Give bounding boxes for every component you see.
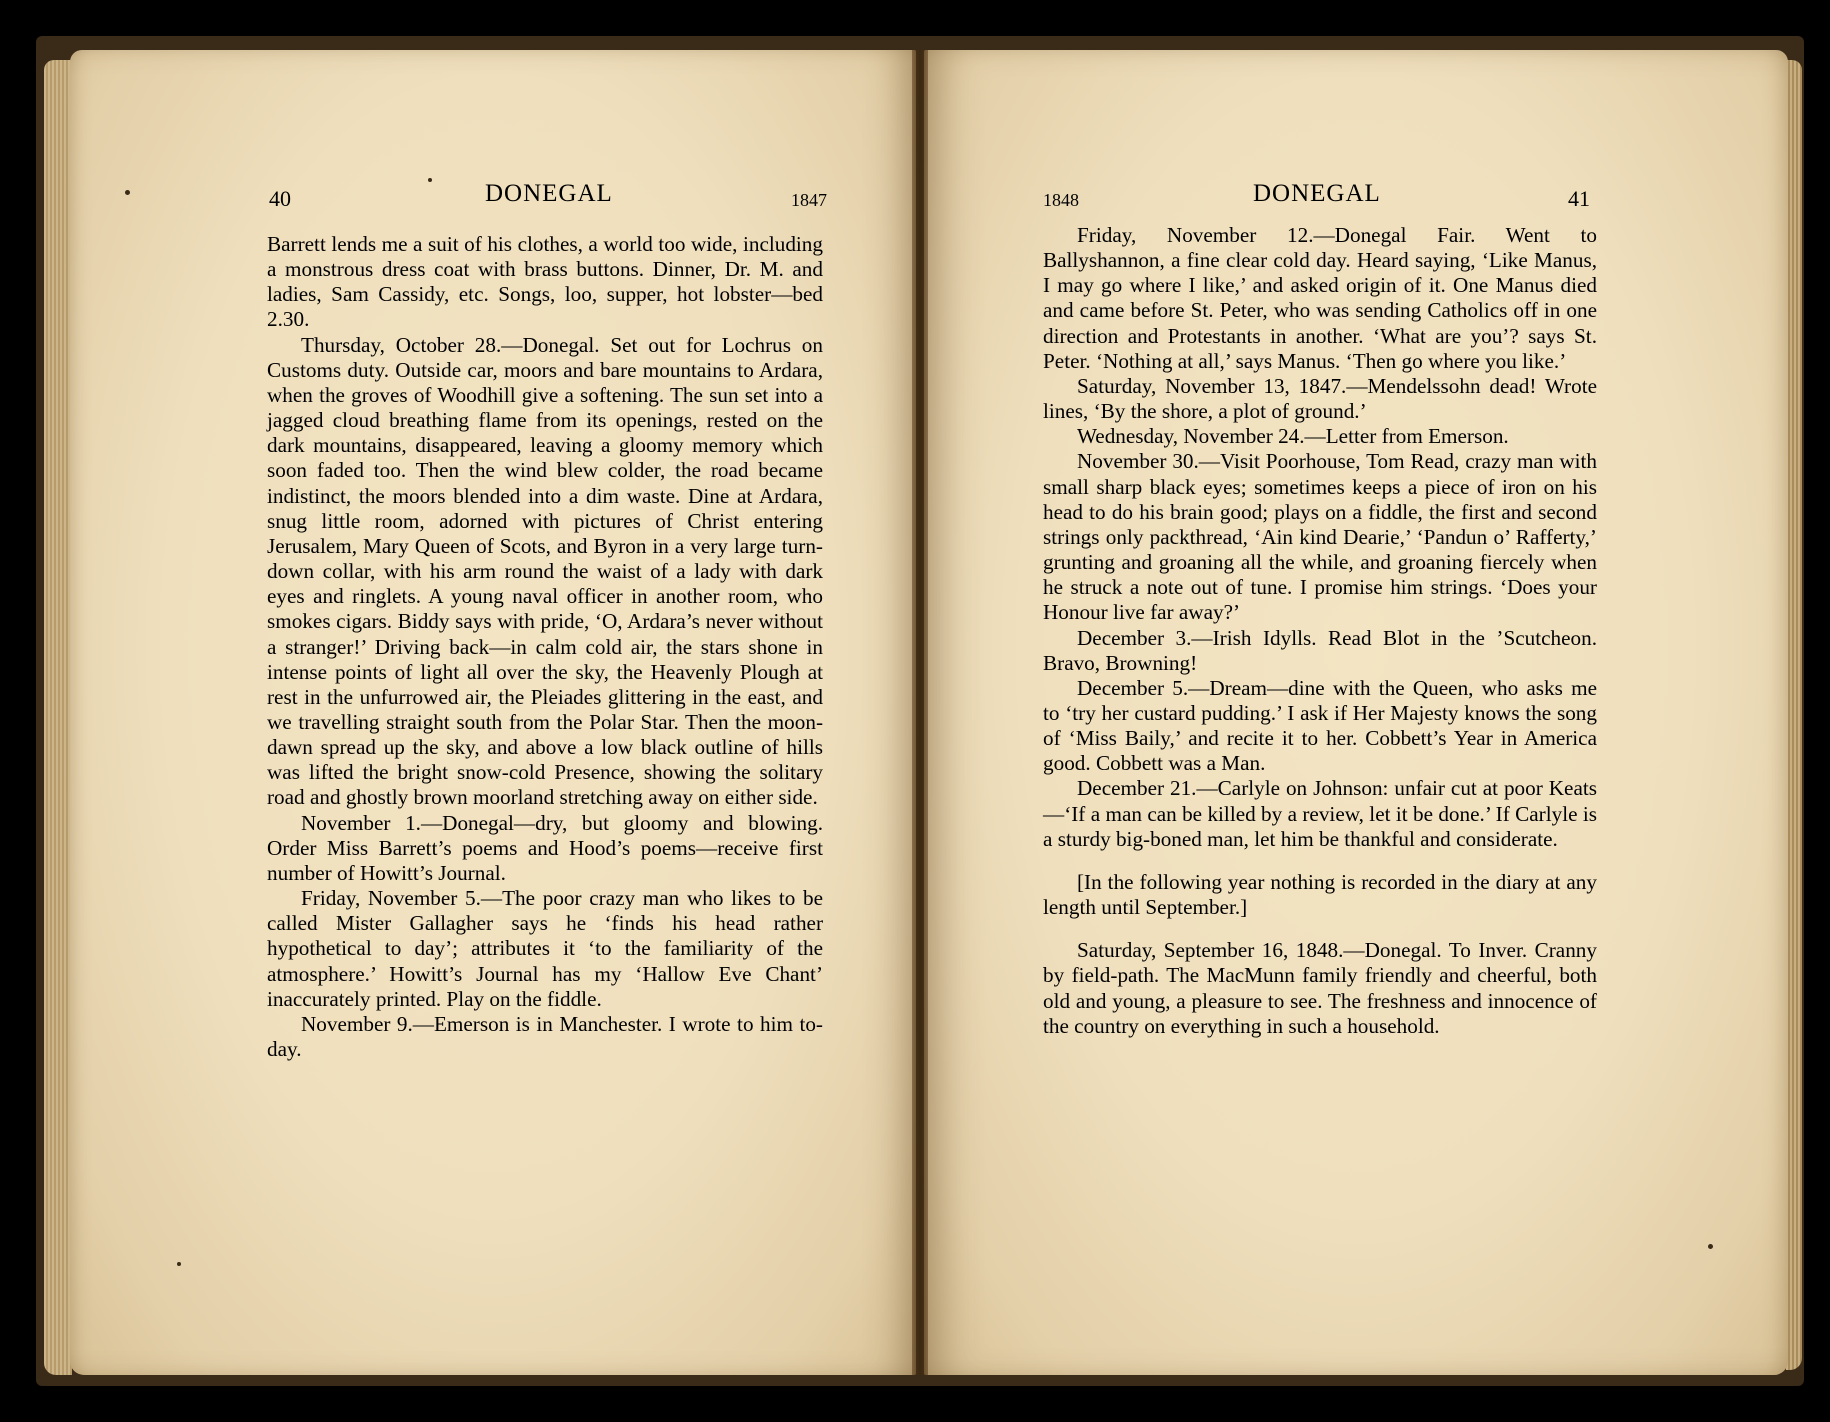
right-page-number: 41 — [1568, 186, 1590, 211]
paragraph: November 1.—Donegal—dry, but gloomy and blowing. Order Miss Barrett’s poems and Hood’s poems—receive first number of Howitt’s Journal. — [267, 810, 823, 885]
paragraph: December 3.—Irish Idylls. Read Blot in the ’Scutcheon. Bravo, Browning! — [1043, 625, 1597, 675]
page-edges-left — [44, 60, 72, 1375]
paragraph: Thursday, October 28.—Donegal. Set out for Lochrus on Customs duty. Outside car, moors and bare mountains to Ardara, when the groves of Woodhill give a softening. The sun set into a jagged cloud breathing flame from its openings, rested on the dark mountains, disappeared, leaving a gloomy memory which soon faded too. Then the wind blew colder, the road became indistinct, the moors blended into a dim waste. Dine at Ardara, snug little room, adorned with pictures of Christ entering Jerusalem, Mary Queen of Scots, and Byron in a very large turn-down collar, with his arm round the waist of a lady with dark eyes and ringlets. A young naval officer in another room, who smokes cigars. Biddy says with pride, ‘O, Ardara’s never without a stranger!’ Driving back—in calm cold air, the stars shone in intense points of light all over the sky, the Heavenly Plough at rest in the unfurrowed air, the Pleiades glittering in the east, and we travelling straight south from the Polar Star. Then the moon-dawn spread up the sky, and above a low black outline of hills was lifted the bright snow-cold Presence, showing the solitary road and ghostly brown moorland stretching away on either side. — [267, 332, 823, 810]
paragraph: December 5.—Dream—dine with the Queen, who asks me to ‘try her custard pudding.’ I ask if Her Majesty knows the song of ‘Miss Baily,’ and recite it to her. Cobbett’s Year in America good. Cobbett was a Man. — [1043, 675, 1597, 776]
left-page-body — [267, 232, 823, 1062]
paragraph: Barrett lends me a suit of his clothes, a world too wide, including a monstrous dress coat with brass buttons. Dinner, Dr. M. and ladies, Sam Cassidy, etc. Songs, loo, supper, hot lobster—bed 2.30. — [267, 232, 823, 332]
paragraph: Friday, November 5.—The poor crazy man who likes to be called Mister Gallagher says he ‘finds his head rather hypothetical to day’; attributes it ‘to the familiarity of the atmosphere.’ Howitt’s Journal has my ‘Hallow Eve Chant’ inaccurately printed. Play on the fiddle. — [267, 886, 823, 1011]
editorial-note: [In the following year nothing is recorded in the diary at any length until September.] — [1043, 869, 1597, 920]
paragraph: November 9.—Emerson is in Manchester. I wrote to him to-day. — [267, 1011, 823, 1061]
right-page-body — [1043, 223, 1597, 1039]
paragraph: Saturday, November 13, 1847.—Mendelssohn dead! Wrote lines, ‘By the shore, a plot of ground.’ — [1043, 373, 1597, 424]
page-edges-right — [1786, 60, 1802, 1370]
left-page-number: 40 — [269, 186, 291, 211]
right-page-year: 1848 — [1043, 190, 1079, 210]
paragraph: December 21.—Carlyle on Johnson: unfair cut at poor Keats—‘If a man can be killed by a review, let it be done.’ If Carlyle is a sturdy big-boned man, let him be thankful and considerate. — [1043, 776, 1597, 851]
book-gutter — [912, 50, 928, 1375]
paragraph: Friday, November 12.—Donegal Fair. Went to Ballyshannon, a fine clear cold day. Heard saying, ‘Like Manus, I may go where I like,’ and asked origin of it. One Manus died and came before St. Peter, who was sending Catholics off in one direction and Protestants in another. ‘What are you’? says St. Peter. ‘Nothing at all,’ says Manus. ‘Then go where you like.’ — [1043, 223, 1597, 373]
paragraph: Wednesday, November 24.—Letter from Emerson. — [1077, 424, 1509, 449]
right-running-title: DONEGAL — [1253, 180, 1381, 207]
paragraph: November 30.—Visit Poorhouse, Tom Read, crazy man with small sharp black eyes; sometimes keeps a piece of iron on his head to do his brain good; plays on a fiddle, the first and second strings only packthread, ‘Ain kind Dearie,’ ‘Pandun o’ Rafferty,’ grunting and groaning all the while, and groaning fiercely when he struck a note out of tune. I promise him strings. ‘Does your Honour live far away?’ — [1043, 449, 1597, 625]
paragraph: Saturday, September 16, 1848.—Donegal. To Inver. Cranny by field-path. The MacMunn family friendly and cheerful, both old and young, a pleasure to see. The freshness and innocence of the country on everything in such a household. — [1043, 938, 1597, 1038]
paper-speck — [125, 190, 130, 195]
paper-speck — [428, 178, 432, 182]
paper-speck — [177, 1262, 181, 1266]
paper-speck — [1708, 1244, 1713, 1249]
left-running-title: DONEGAL — [485, 180, 613, 207]
left-page-year: 1847 — [791, 190, 827, 210]
